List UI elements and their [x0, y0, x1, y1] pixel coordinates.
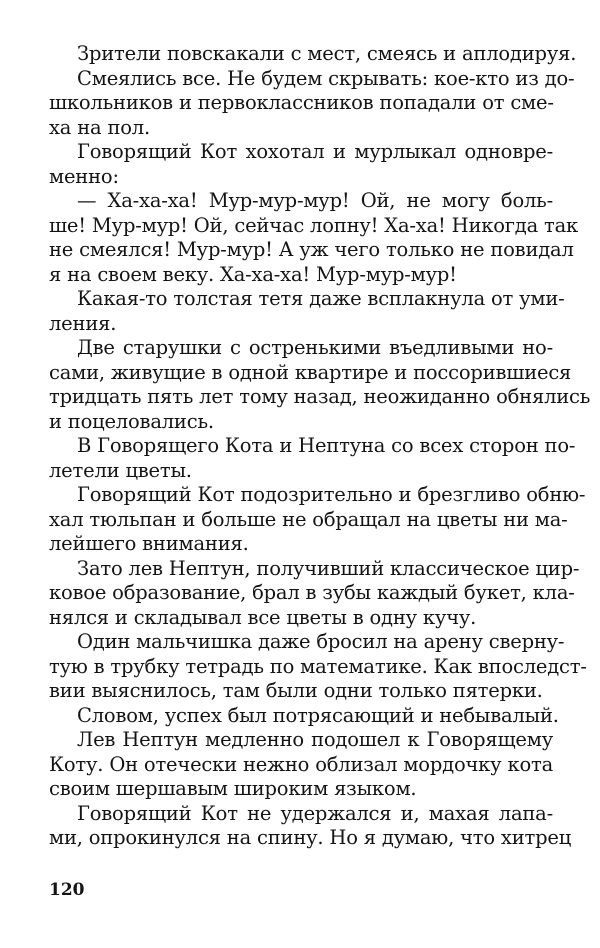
- text-line: лейшего внимания.: [49, 532, 249, 555]
- text-line: ления.: [49, 311, 117, 335]
- page-body: [49, 42, 591, 851]
- text-line: Смеялись все. Не будем скрывать: кое-кто из до-: [77, 66, 575, 90]
- text-line: я на своем веку. Ха-ха-ха! Мур-мур-мур!: [49, 262, 457, 286]
- text-line: не смеялся! Мур-мур! А уж чего только не повидал: [49, 238, 574, 261]
- page-number: 120: [49, 880, 85, 900]
- text-line: ковое образование, брал в зубы каждый букет, кла-: [49, 581, 575, 604]
- paragraph: [49, 140, 553, 189]
- text-line: менно:: [49, 164, 119, 188]
- text-line: Зато лев Нептун, получивший классическое цир-: [77, 556, 580, 580]
- text-line: ше! Мур-мур! Ой, сейчас лопну! Ха-ха! Никогда так: [49, 213, 579, 237]
- text-line: ха на пол.: [49, 115, 150, 139]
- text-line: В Говорящего Кота и Нептуна со всех сторон по-: [77, 434, 576, 457]
- text-line: — Ха-ха-ха! Мур-мур-мур! Ой, не могу боль-: [77, 189, 553, 212]
- text-line: Говорящий Кот подозрительно и брезгливо обню-: [77, 483, 586, 506]
- paragraph: [49, 630, 587, 704]
- paragraph: [49, 801, 572, 851]
- paragraph: [49, 42, 577, 67]
- text-line: вии выяснилось, там были одни только пятерки.: [49, 679, 543, 702]
- text-line: летели цветы.: [49, 458, 192, 482]
- paragraph: [49, 556, 580, 631]
- text-line: ми, опрокинулся на спину. Но я думаю, что хитрец: [49, 826, 572, 849]
- text-line: Словом, успех был потрясающий и небывалый.: [77, 703, 559, 727]
- paragraph: [49, 703, 559, 729]
- text-line: сами, живущие в одной квартире и поссорившиеся: [49, 360, 572, 384]
- text-line: Две старушки с остренькими въедливыми но-: [77, 336, 553, 359]
- text-line: Коту. Он отечески нежно облизал мордочку кота: [49, 752, 553, 776]
- text-line: хал тюльпан и больше не обращал на цветы ни ма-: [49, 507, 568, 531]
- text-line: школьников и первоклассников попадали от сме-: [49, 91, 554, 114]
- text-line: нялся и складывал все цветы в одну кучу.: [49, 605, 477, 629]
- paragraph: [49, 66, 575, 141]
- paragraph: [49, 434, 576, 483]
- text-line: тую в трубку тетрадь по математике. Как впоследст-: [49, 654, 587, 678]
- text-line: своим шершавым широким языком.: [49, 777, 417, 800]
- text-line: Говорящий Кот не удержался и, махая лапа-: [77, 801, 553, 825]
- paragraph: [49, 483, 586, 557]
- text-line: тридцать пять лет тому назад, неожиданно обнялись: [49, 385, 591, 408]
- text-line: Зрители повскакали с мест, смеясь и аплодируя.: [77, 42, 577, 65]
- paragraph: [49, 287, 565, 336]
- text-line: Лев Нептун медленно подошел к Говорящему: [77, 728, 553, 751]
- paragraph: [49, 728, 553, 802]
- text-line: и поцеловались.: [49, 409, 214, 433]
- text-line: Один мальчишка даже бросил на арену сверну-: [77, 630, 565, 653]
- paragraph: [49, 336, 591, 434]
- text-line: Говорящий Кот хохотал и мурлыкал одновре-: [77, 140, 553, 163]
- paragraph: [49, 189, 579, 287]
- text-line: Какая-то толстая тетя даже всплакнула от уми-: [77, 287, 565, 310]
